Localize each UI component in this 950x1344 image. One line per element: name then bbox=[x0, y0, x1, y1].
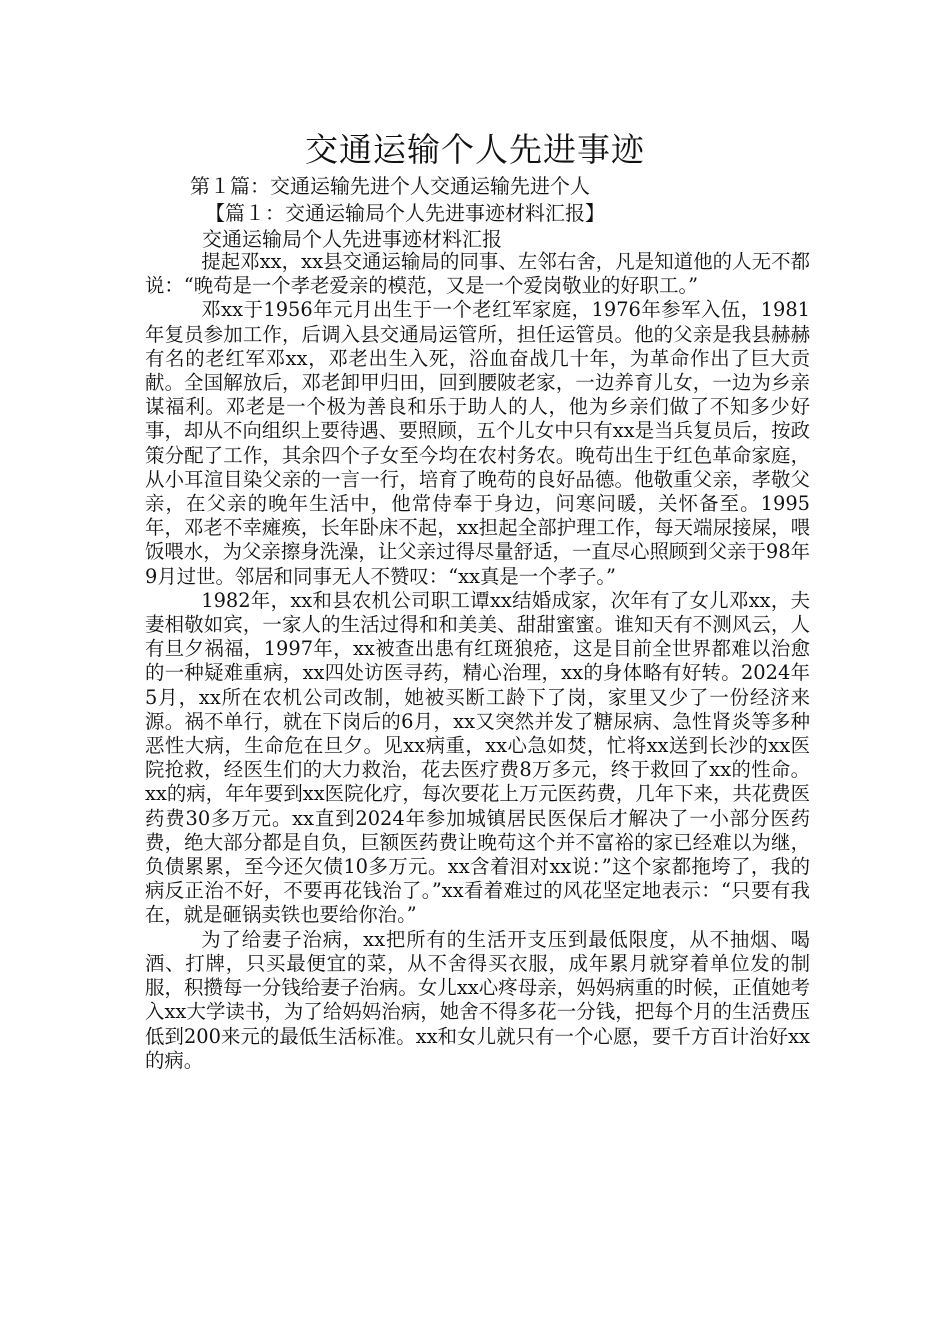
paragraph-wife-illness: 1982年，xx和县农机公司职工谭xx结婚成家，次年有了女儿邓xx，夫妻相敬如宾，一家人的生活过得和和美美、甜甜蜜蜜。谁知天有不测风云，人有旦夕祸福，1997年，xx被查出患有红斑狼疮，这是目前全世界都难以治愈的一种疑难重病，xx四处访医寻药，精心治理，xx的身体略有好转。2024年5月，xx所在农机公司改制，她被买断工龄下了岗，家里又少了一份经济来源。祸不单行，就在下岗后的6月，xx又突然并发了糖尿病、急性肾炎等多种恶性大病，生命危在旦夕。见xx病重，xx心急如焚，忙将xx送到长沙的xx医院抢救，经医生们的大力救治，花去医疗费8万多元，终于救回了xx的性命。xx的病，年年要到xx医院化疗，每次要花上万元医药费，几年下来，共花费医药费30多万元。xx直到2024年参加城镇居民医保后才解决了一小部分医药费，绝大部分都是自负，巨额医药费让晚苟这个并不富裕的家已经难以为继，负债累累，至今还欠债10多万元。xx含着泪对xx说：”这个家都拖垮了，我的病反正治不好，不要再花钱治了。”xx看着难过的风花坚定地表示：“只要有我在，就是砸锅卖铁也要给你治。” bbox=[145, 588, 810, 927]
section-heading: 【篇１：交通运输局个人先进事迹材料汇报】 bbox=[205, 201, 605, 225]
document-title: 交通运输个人先进事迹 bbox=[305, 130, 645, 169]
paragraph-intro: 提起邓xx，xx县交通运输局的同事、左邻右舍，凡是知道他的人无不都说：“晚苟是一个孝老爱亲的模范，又是一个爱岗敬业的好职工。” bbox=[145, 250, 810, 298]
document-body bbox=[145, 250, 810, 1073]
paragraph-family: 邓xx于1956年元月出生于一个老红军家庭，1976年参军入伍，1981年复员参加工作，后调入县交通局运管所，担任运管员。他的父亲是我县赫赫有名的老红军邓xx，邓老出生入死，浴血奋战几十年，为革命作出了巨大贡献。全国解放后，邓老卸甲归田，回到腰陂老家，一边养育儿女，一边为乡亲谋福利。邓老是一个极为善良和乐于助人的人，他为乡亲们做了不知多少好事，却从不向组织上要待遇、要照顾，五个儿女中只有xx是当兵复员后，按政策分配了工作，其余四个子女至今均在农村务农。晚苟出生于红色革命家庭，从小耳渲目染父亲的一言一行，培育了晚苟的良好品德。他敬重父亲，孝敬父亲，在父亲的晚年生活中，他常侍奉于身边，问寒问暖，关怀备至。1995年，邓老不幸瘫痪，长年卧床不起，xx担起全部护理工作，每天端尿接屎，喂饭喂水，为父亲擦身洗澡，让父亲过得尽量舒适，一直尽心照顾到父亲于98年9月过世。邻居和同事无人不赞叹：“xx真是一个孝子。” bbox=[145, 298, 810, 588]
chapter-heading: 第１篇：交通运输先进个人交通运输先进个人 bbox=[190, 174, 590, 198]
report-heading: 交通运输局个人先进事迹材料汇报 bbox=[202, 227, 502, 251]
paragraph-sacrifice: 为了给妻子治病，xx把所有的生活开支压到最低限度，从不抽烟、喝酒、打牌，只买最便宜的菜，从不舍得买衣服，成年累月就穿着单位发的制服，积攒每一分钱给妻子治病。女儿xx心疼母亲，妈妈病重的时候，正值她考入xx大学读书，为了给妈妈治病，她舍不得多花一分钱，把每个月的生活费压低到200来元的最低生活标准。xx和女儿就只有一个心愿，要千方百计治好xx的病。 bbox=[145, 927, 810, 1072]
